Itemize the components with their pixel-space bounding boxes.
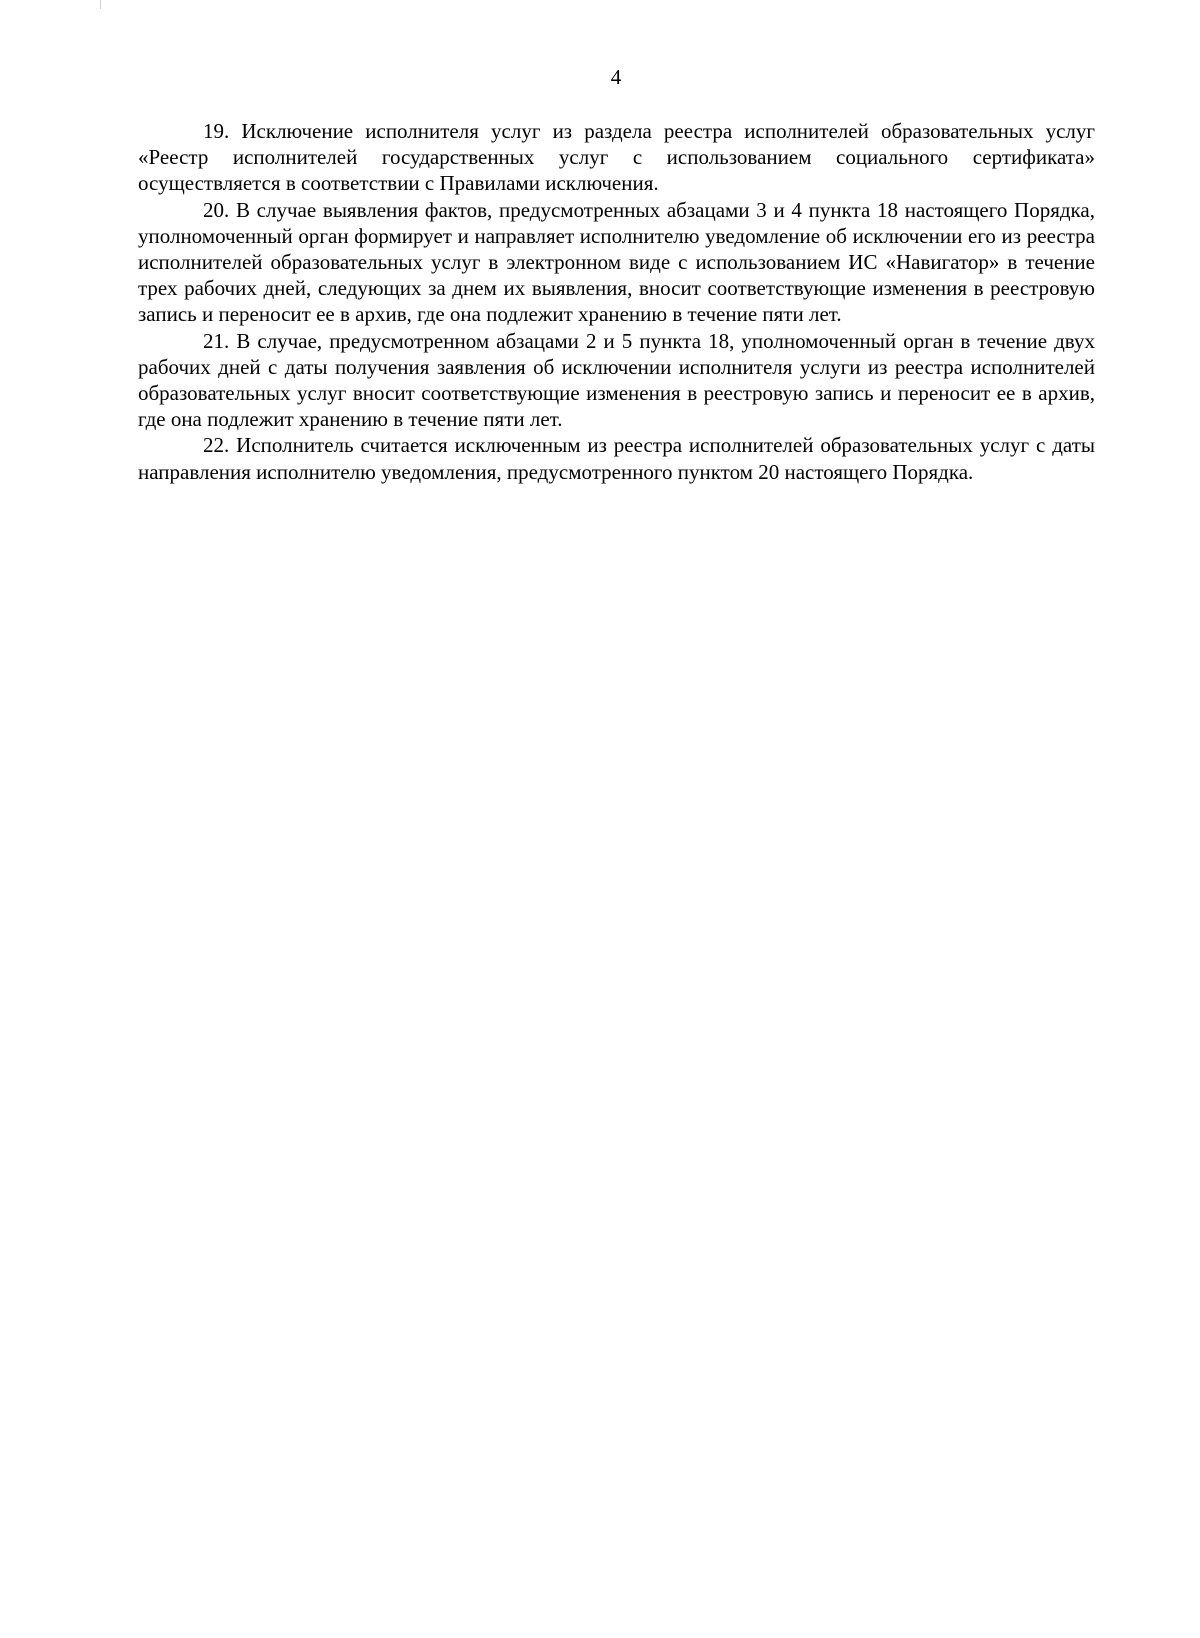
paragraph-text: Исполнитель считается исключенным из реестра исполнителей образовательных услуг с даты направления исполнителю уведомления, предусмотренного пунктом 20 настоящего Порядка. xyxy=(138,433,1096,484)
paragraph-text: В случае, предусмотренном абзацами 2 и 5 пункта 18, уполномоченный орган в течение двух рабочих дней с даты получения заявления об исключении исполнителя услуги из реестра исполнителей образовательных услуг вносит соответствующие изменения в реестровую запись и переносит ее в архив, где она подлежит хранению в течение пяти лет. xyxy=(138,328,1096,432)
paragraph-number: 22. xyxy=(203,433,230,458)
paragraph-22 xyxy=(138,432,1095,484)
paragraph-number: 19. xyxy=(203,119,230,143)
paragraph-number: 21. xyxy=(203,328,230,353)
paragraph-number: 20. xyxy=(203,197,230,222)
paragraph-20 xyxy=(138,197,1095,328)
document-body xyxy=(138,118,1095,485)
paragraph-text: Исключение исполнителя услуг из раздела реестра исполнителей образовательных услуг «Реестр исполнителей государственных услуг с использованием социального сертификата» осуществляется в соответствии с Правилами исключения. xyxy=(138,119,1095,196)
paragraph-19 xyxy=(138,118,1095,197)
paragraph-text: В случае выявления фактов, предусмотренных абзацами 3 и 4 пункта 18 настоящего Порядка, уполномоченный орган формирует и направляет исполнителю уведомление об исключении его из реестра исполнителей образовательных услуг в электронном виде с использованием ИС «Навигатор» в течение трех рабочих дней, следующих за днем их выявления, вносит соответствующие изменения в реестровую запись и переносит ее в архив, где она подлежит хранению в течение пяти лет. xyxy=(138,197,1095,327)
scan-artifact xyxy=(100,0,101,9)
page-number: 4 xyxy=(610,65,622,89)
paragraph-21 xyxy=(138,328,1095,433)
